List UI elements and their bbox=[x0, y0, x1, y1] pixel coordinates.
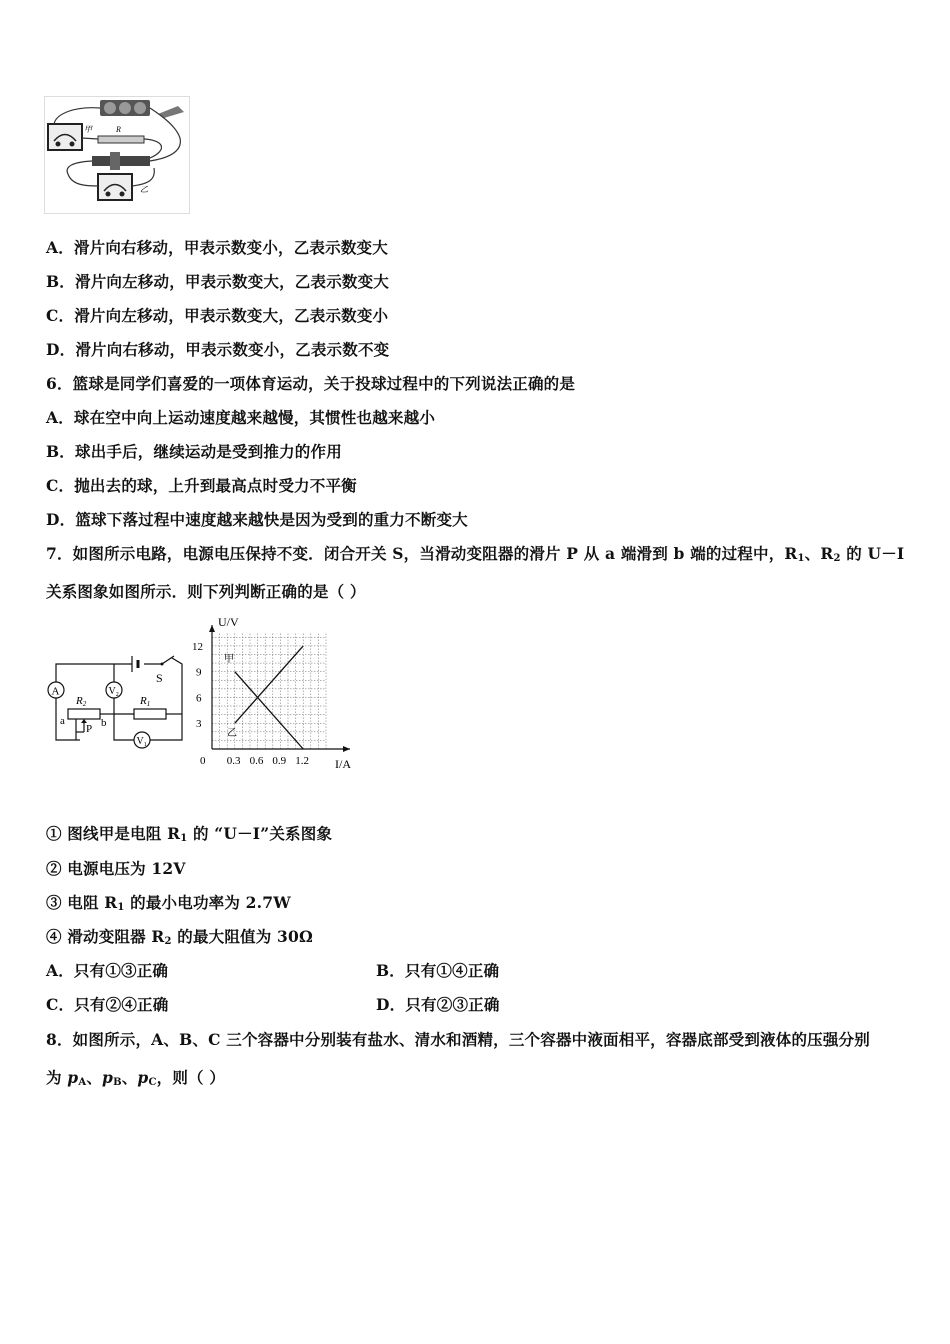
q5-circuit-drawing bbox=[44, 96, 190, 214]
q5-option-b[interactable]: B．滑片向左移动，甲表示数变大，乙表示数变大 bbox=[46, 272, 390, 291]
q7-stem-c: 的 U－I bbox=[840, 544, 905, 563]
rheostat-r2 bbox=[68, 709, 100, 719]
q7-statement-4-post: 的最大阻值为 30Ω bbox=[171, 927, 314, 946]
label-jia: 甲 bbox=[84, 125, 92, 134]
q8-p-a: p bbox=[67, 1068, 79, 1087]
q5-option-a[interactable]: A．滑片向右移动，甲表示数变小，乙表示数变大 bbox=[46, 238, 388, 257]
q8-stem-line2 bbox=[46, 1066, 225, 1088]
q8-p-c: p bbox=[137, 1068, 149, 1087]
q7-statement-3 bbox=[46, 891, 291, 913]
q7-stem-sub1: 1 bbox=[797, 553, 805, 564]
label-r1-text: R bbox=[140, 695, 147, 707]
q8-sub-c: C bbox=[148, 1077, 157, 1088]
label-r2-sub: 2 bbox=[82, 700, 87, 708]
meter-yi bbox=[98, 174, 132, 200]
q8-tail: ，则（ ） bbox=[156, 1068, 226, 1087]
y-tick-label: 12 bbox=[192, 640, 203, 653]
label-r2 bbox=[75, 695, 87, 708]
chart-y-label: U/V bbox=[218, 615, 239, 629]
q7-statement-4 bbox=[46, 925, 313, 947]
label-r2-text: R bbox=[76, 695, 83, 707]
q7-stem-sub2: 2 bbox=[833, 553, 841, 564]
q6-option-d[interactable]: D．篮球下落过程中速度越来越快是因为受到的重力不断变大 bbox=[46, 510, 468, 529]
series-label-yi: 乙 bbox=[227, 728, 237, 739]
q7-ui-chart-svg bbox=[190, 612, 366, 774]
label-r1 bbox=[139, 695, 150, 708]
label-yi: 乙 bbox=[140, 185, 148, 194]
q7-stem-line2: 关系图象如图所示．则下列判断正确的是（ ） bbox=[46, 582, 366, 601]
resistor-r bbox=[98, 136, 144, 143]
y-tick-label: 9 bbox=[196, 666, 202, 679]
q7-statement-4-pre: ④ 滑动变阻器 R bbox=[46, 927, 165, 946]
q8-sep-2: 、 bbox=[121, 1068, 138, 1087]
x-tick-label: 1.2 bbox=[295, 755, 309, 767]
y-tick-label: 6 bbox=[196, 692, 202, 705]
x-tick-label: 0.6 bbox=[249, 755, 264, 767]
q7-statement-3-pre: ③ 电阻 R bbox=[46, 893, 118, 912]
rheostat bbox=[92, 156, 150, 166]
series-line-yi bbox=[235, 646, 303, 723]
q7-option-d[interactable]: D．只有②③正确 bbox=[376, 995, 500, 1014]
q7-statement-1-post: 的 “U－I”关系图象 bbox=[187, 824, 333, 843]
label-s: S bbox=[156, 671, 163, 685]
switch-s bbox=[162, 656, 174, 664]
q7-circuit-diagram bbox=[40, 652, 188, 754]
q7-option-b[interactable]: B．只有①④正确 bbox=[376, 961, 500, 980]
label-v1-text: V bbox=[136, 736, 144, 747]
q7-statement-3-sub: 1 bbox=[117, 902, 125, 913]
label-p: P bbox=[86, 723, 93, 735]
q5-option-d[interactable]: D．滑片向右移动，甲表示数变小，乙表示数不变 bbox=[46, 340, 390, 359]
x-tick-label: 0 bbox=[200, 755, 206, 767]
q7-statement-3-post: 的最小电功率为 2.7W bbox=[124, 893, 291, 912]
label-v2-text: V bbox=[108, 686, 116, 697]
resistor-r1 bbox=[134, 709, 166, 719]
label-b: b bbox=[101, 717, 107, 729]
q6-stem: 6．篮球是同学们喜爱的一项体育运动，关于投球过程中的下列说法正确的是 bbox=[46, 374, 576, 393]
meter-jia bbox=[48, 124, 82, 150]
label-a: a bbox=[60, 715, 65, 727]
x-tick-label: 0.9 bbox=[272, 755, 287, 767]
label-v2-sub: 2 bbox=[115, 692, 119, 698]
q7-option-c[interactable]: C．只有②④正确 bbox=[46, 995, 169, 1014]
q8-sep-1: 、 bbox=[86, 1068, 103, 1087]
q7-statement-4-sub: 2 bbox=[164, 936, 172, 947]
label-r1-sub: 1 bbox=[146, 700, 151, 708]
q7-statement-1 bbox=[46, 822, 332, 844]
q8-stem-line1: 8．如图所示，A、B、C 三个容器中分别装有盐水、清水和酒精，三个容器中液面相平，容器底部受到液体的压强分别 bbox=[46, 1030, 870, 1049]
label-v1-sub: 1 bbox=[143, 742, 147, 748]
q8-sub-b: B bbox=[113, 1077, 122, 1088]
q7-stem-a: 7．如图所示电路，电源电压保持不变．闭合开关 S，当滑动变阻器的滑片 P 从 a 端滑到 b 端的过程中，R bbox=[46, 544, 798, 563]
q8-stem-pre: 为 bbox=[46, 1068, 68, 1087]
label-ammeter: A bbox=[51, 685, 60, 698]
x-tick-label: 0.3 bbox=[226, 755, 241, 767]
q5-circuit-figure bbox=[44, 96, 190, 214]
chart-x-label: I/A bbox=[335, 757, 351, 771]
x-axis-arrow bbox=[343, 746, 350, 752]
y-tick-label: 3 bbox=[196, 718, 202, 731]
q8-sub-a: A bbox=[78, 1077, 87, 1088]
q7-circuit-svg bbox=[40, 652, 188, 754]
y-axis-arrow bbox=[209, 625, 215, 632]
q8-p-b: p bbox=[102, 1068, 114, 1087]
series-label-jia: 甲 bbox=[224, 654, 234, 665]
q7-statement-1-pre: ① 图线甲是电阻 R bbox=[46, 824, 181, 843]
q7-stem bbox=[46, 542, 904, 564]
q7-option-a[interactable]: A．只有①③正确 bbox=[46, 961, 169, 980]
q6-option-b[interactable]: B．球出手后，继续运动是受到推力的作用 bbox=[46, 442, 342, 461]
q6-option-c[interactable]: C．抛出去的球，上升到最高点时受力不平衡 bbox=[46, 476, 357, 495]
q5-option-c[interactable]: C．滑片向左移动，甲表示数变大，乙表示数变小 bbox=[46, 306, 389, 325]
label-r: R bbox=[116, 125, 121, 134]
q7-statement-2-pre: ② 电源电压为 12V bbox=[46, 859, 186, 878]
series-line-jia bbox=[235, 672, 303, 749]
q7-statement-1-sub: 1 bbox=[180, 833, 188, 844]
q7-ui-chart bbox=[190, 612, 366, 774]
q7-stem-b: 、R bbox=[804, 544, 834, 563]
q7-statement-2 bbox=[46, 857, 186, 879]
q6-option-a[interactable]: A．球在空中向上运动速度越来越慢，其惯性也越来越小 bbox=[46, 408, 436, 427]
